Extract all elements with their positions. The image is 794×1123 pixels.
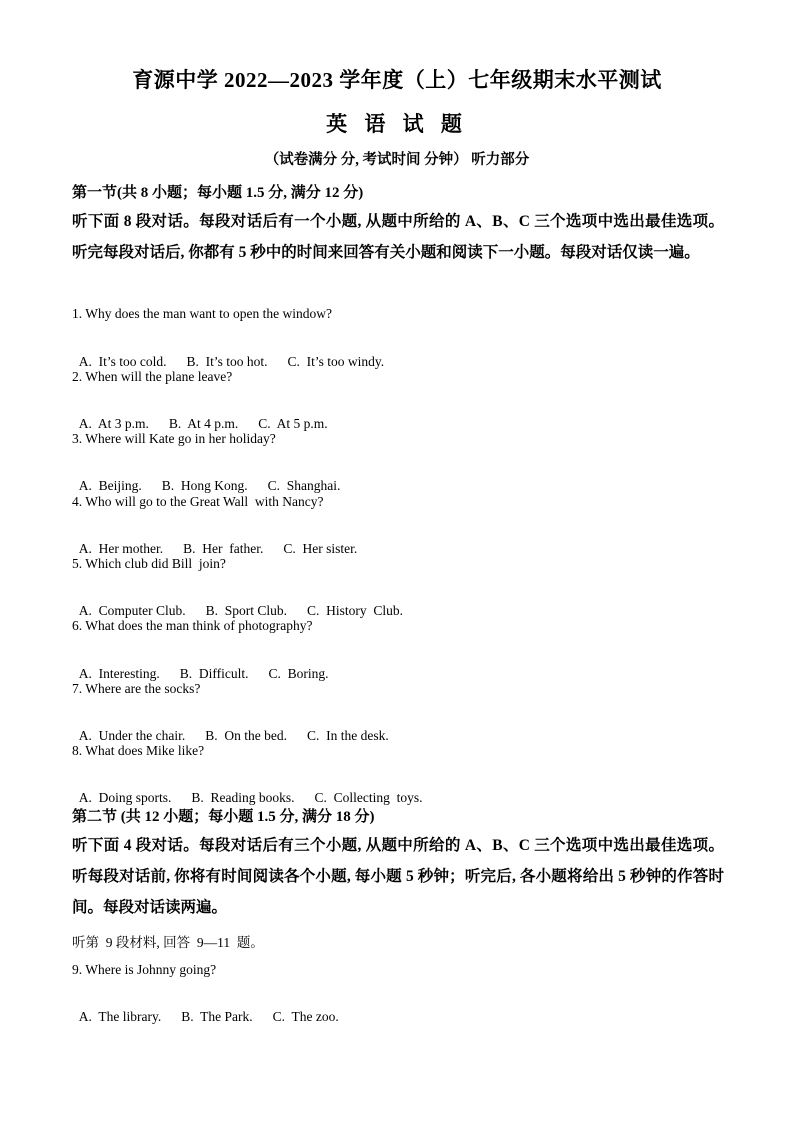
option-c: C. In the desk. [306, 728, 389, 743]
option-b: B. Hong Kong. [161, 478, 248, 493]
option-b: B. Her father. [183, 541, 264, 556]
option-a: A. Interesting. [78, 666, 160, 681]
question-8: 8. What does Mike like? [72, 743, 205, 758]
material-note: 听第 9 段材料, 回答 9—11 题。 [72, 935, 264, 950]
option-b: B. Difficult. [179, 666, 249, 681]
option-a: A. Computer Club. [78, 603, 186, 618]
question-1: 1. Why does the man want to open the window? [72, 306, 332, 321]
option-b: B. At 4 p.m. [168, 416, 239, 431]
question-6-options [72, 650, 349, 682]
question-7: 7. Where are the socks? [72, 681, 201, 696]
question-3: 3. Where will Kate go in her holiday? [72, 431, 276, 446]
option-c: C. Shanghai. [267, 478, 341, 493]
exam-title: 育源中学 2022—2023 学年度（上）七年级期末水平测试 [132, 68, 662, 92]
option-a: A. Beijing. [78, 478, 142, 493]
option-b: B. The Park. [181, 1009, 253, 1024]
option-a: A. The library. [78, 1009, 162, 1024]
question-2-options [72, 400, 348, 432]
exam-subject: 英 语 试 题 [326, 112, 468, 136]
option-b: B. Reading books. [191, 790, 295, 805]
question-6: 6. What does the man think of photography? [72, 618, 313, 633]
question-9-options [72, 993, 359, 1025]
option-c: C. Her sister. [283, 541, 358, 556]
section-2-instructions: 听下面 4 段对话。每段对话后有三个小题, 从题中所给的 A、B、C 三个选项中选出最佳选项。听每段对话前, 你将有时间阅读各个小题, 每小题 5 秒钟；听完后, 各小题将给出 5 秒钟的作答时间。每段对话读两遍。 [72, 837, 724, 916]
option-a: A. It’s too cold. [78, 354, 167, 369]
option-b: B. It’s too hot. [186, 354, 268, 369]
option-b: B. On the bed. [205, 728, 287, 743]
option-c: C. It’s too windy. [287, 354, 385, 369]
question-4-options [72, 525, 377, 557]
question-7-options [72, 712, 409, 744]
exam-note: （试卷满分 分, 考试时间 分钟） 听力部分 [264, 152, 530, 168]
question-9: 9. Where is Johnny going? [72, 962, 217, 977]
question-1-options [72, 338, 404, 370]
question-3-options [72, 462, 360, 494]
section-1-instructions: 听下面 8 段对话。每段对话后有一个小题, 从题中所给的 A、B、C 三个选项中选出最佳选项。听完每段对话后, 你都有 5 秒中的时间来回答有关小题和阅读下一小题。每段对话仅读一遍。 [72, 213, 724, 261]
option-c: C. History Club. [307, 603, 404, 618]
section-2-heading: 第二节 (共 12 小题；每小题 1.5 分, 满分 18 分) [72, 809, 375, 825]
question-2: 2. When will the plane leave? [72, 369, 233, 384]
option-c: C. The zoo. [272, 1009, 339, 1024]
option-c: C. At 5 p.m. [258, 416, 328, 431]
section-1-heading: 第一节(共 8 小题；每小题 1.5 分, 满分 12 分) [72, 185, 364, 201]
option-a: A. At 3 p.m. [78, 416, 149, 431]
question-5-options [72, 587, 423, 619]
option-a: A. Doing sports. [78, 790, 172, 805]
question-5: 5. Which club did Bill join? [72, 556, 226, 571]
option-c: C. Boring. [268, 666, 329, 681]
question-4: 4. Who will go to the Great Wall with Nancy? [72, 494, 324, 509]
option-b: B. Sport Club. [205, 603, 288, 618]
question-8-options [72, 774, 443, 806]
option-c: C. Collecting toys. [314, 790, 423, 805]
option-a: A. Under the chair. [78, 728, 186, 743]
option-a: A. Her mother. [78, 541, 164, 556]
